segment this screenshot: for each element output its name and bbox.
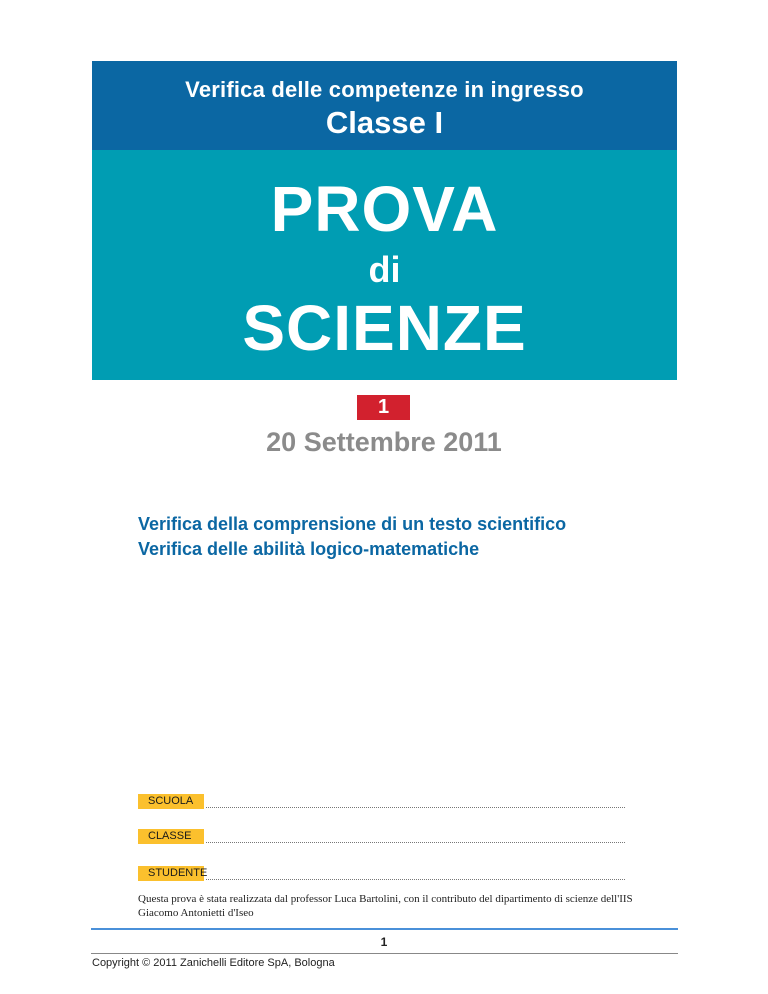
school-label: SCUOLA — [138, 794, 204, 809]
title-line-3: SCIENZE — [242, 292, 527, 364]
footer-divider-secondary — [91, 953, 678, 954]
credit-note: Questa prova è stata realizzata dal professor Luca Bartolini, con il contributo del dipartimento di scienze dell'IIS Giacomo Antonietti d'Iseo — [138, 893, 633, 919]
test-date: 20 Settembre 2011 — [266, 427, 502, 457]
objective-item: Verifica della comprensione di un testo scientifico — [138, 514, 567, 534]
objective-item: Verifica delle abilità logico-matematiche — [138, 539, 480, 559]
test-number-badge: 1 — [357, 395, 410, 420]
class-label-tag: CLASSE — [138, 829, 204, 844]
school-fill-line[interactable] — [206, 807, 625, 808]
title-line-2: di — [368, 249, 401, 290]
page-number: 1 — [380, 935, 388, 949]
header-subtitle: Verifica delle competenze in ingresso — [185, 77, 584, 102]
student-fill-line[interactable] — [206, 879, 625, 880]
class-label: Classe I — [325, 105, 444, 140]
class-field[interactable] — [138, 829, 625, 844]
title-line-1: PROVA — [270, 173, 499, 245]
footer-divider — [91, 928, 678, 930]
copyright-text: Copyright © 2011 Zanichelli Editore SpA, Bologna — [92, 957, 335, 969]
student-field[interactable] — [138, 866, 625, 881]
title-banner — [92, 150, 677, 380]
student-label: STUDENTE — [138, 866, 204, 881]
class-fill-line[interactable] — [206, 842, 625, 843]
school-field[interactable] — [138, 794, 625, 809]
header-banner — [92, 61, 677, 150]
